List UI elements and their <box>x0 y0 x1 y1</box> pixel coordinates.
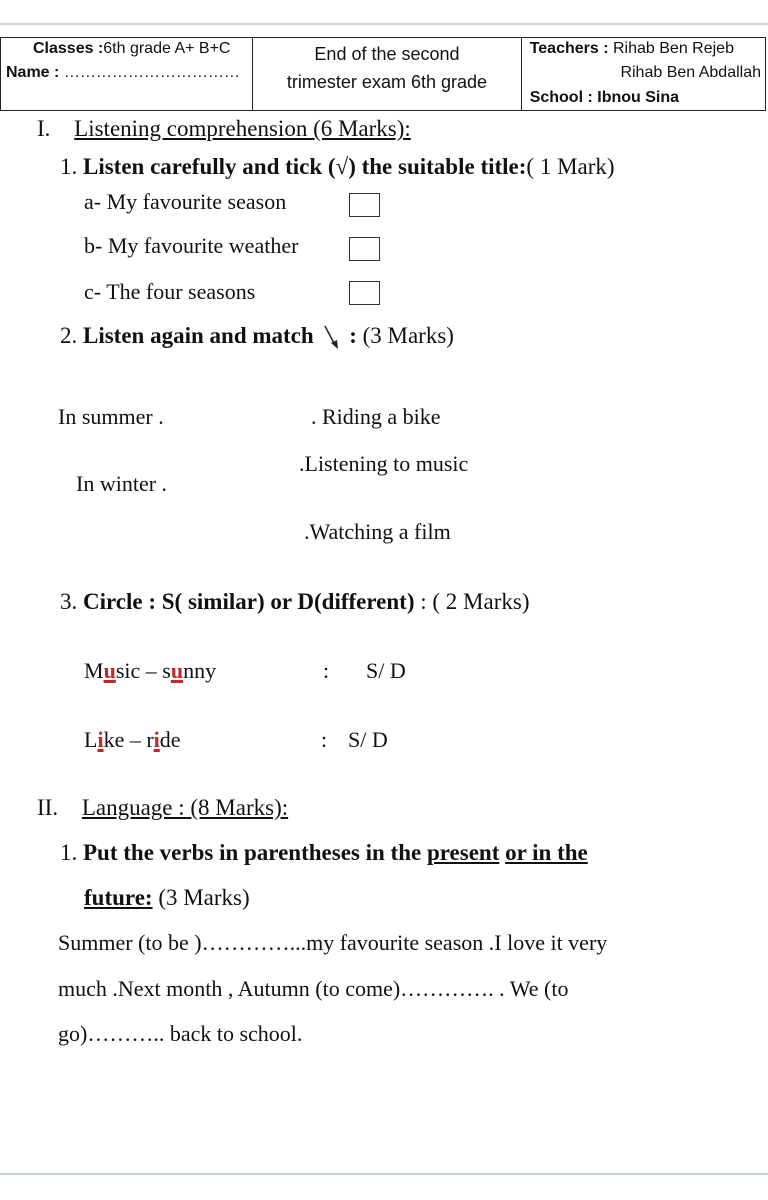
exercise-line-3: go)……….. back to school. <box>58 1021 303 1046</box>
match-left-winter: In winter . <box>76 471 168 496</box>
tick-box-c[interactable] <box>349 281 380 305</box>
match-right-film: .Watching a film <box>304 519 451 544</box>
word-pair-music-sunny <box>84 658 216 684</box>
tick-box-a[interactable] <box>349 193 380 217</box>
name-label: Name : <box>6 64 60 81</box>
question-instruction: Listen again and match <box>83 323 314 348</box>
question-instruction: Listen carefully and tick (√) the suitable title: <box>83 154 527 179</box>
question-marks: (3 Marks) <box>158 885 250 910</box>
question-marks: ( 1 Mark) <box>526 154 615 179</box>
section-1-heading <box>37 116 411 142</box>
name-field[interactable]: …………………………… <box>63 64 240 81</box>
option-b: b- My favourite weather <box>84 233 299 258</box>
question-1-1 <box>60 154 615 180</box>
question-1-2 <box>60 323 454 353</box>
match-left-summer: In summer . <box>58 404 164 429</box>
section-1-title: Listening comprehension (6 Marks): <box>74 116 411 141</box>
teacher-info-cell <box>521 38 765 111</box>
word-part: L <box>84 727 98 752</box>
row-colon: : <box>321 727 328 752</box>
future-word: future: <box>84 885 153 910</box>
question-number: 2. <box>60 323 78 348</box>
or-in-the: or in the <box>505 840 588 865</box>
tick-box-b[interactable] <box>349 237 380 261</box>
teacher-1: Rihab Ben Rejeb <box>613 40 734 57</box>
question-number: 3. <box>60 589 78 614</box>
top-page-edge <box>0 23 768 25</box>
section-2-title: Language : (8 Marks): <box>81 795 289 820</box>
exercise-line-1: Summer (to be )…………...my favourite season .I love it very <box>58 930 608 955</box>
question-colon: : <box>349 323 357 348</box>
word-pair-like-ride <box>84 727 181 753</box>
highlighted-vowel: i <box>97 727 104 752</box>
word-part: sic – s <box>115 658 171 683</box>
section-2-heading <box>37 795 288 821</box>
exam-header <box>0 37 766 111</box>
word-part: de <box>159 727 181 752</box>
school-name: School : Ibnou Sina <box>529 89 680 106</box>
present-word: present <box>426 840 500 865</box>
question-instruction: Put the verbs in parentheses in the <box>83 840 422 865</box>
question-2-1 <box>60 840 588 866</box>
highlighted-vowel: u <box>103 658 116 683</box>
section-1-numeral: I. <box>37 116 51 141</box>
word-part: nny <box>183 658 217 683</box>
question-number: 1. <box>60 840 78 865</box>
match-right-bike: . Riding a bike <box>311 404 441 429</box>
choice-s-d-1[interactable]: S/ D <box>366 658 406 683</box>
option-c: c- The four seasons <box>84 279 256 304</box>
exercise-line-2: much .Next month , Autumn (to come)…………. . We (to <box>58 976 569 1001</box>
word-part: ke – r <box>103 727 154 752</box>
highlighted-vowel: i <box>153 727 160 752</box>
word-part: M <box>84 658 104 683</box>
classes-label: Classes : <box>33 40 104 57</box>
choice-s-d-2[interactable]: S/ D <box>348 727 388 752</box>
question-instruction: Circle : S( similar) or D(different) <box>83 589 415 614</box>
question-1-3 <box>60 589 529 615</box>
question-number: 1. <box>60 154 78 179</box>
exam-title-line1: End of the second <box>314 44 460 64</box>
classes-value: 6th grade A+ B+C <box>103 40 231 57</box>
question-2-1-line2 <box>84 885 250 911</box>
question-marks: (3 Marks) <box>362 323 454 348</box>
teacher-2: Rihab Ben Abdallah <box>620 64 761 81</box>
class-info-cell <box>1 38 253 111</box>
match-arrow-icon <box>321 323 343 353</box>
teachers-label: Teachers : <box>529 40 609 57</box>
match-right-music: .Listening to music <box>299 451 469 476</box>
row-colon: : <box>323 658 330 683</box>
exam-title-line2: trimester exam 6th grade <box>286 72 488 92</box>
question-marks: : ( 2 Marks) <box>420 589 530 614</box>
option-a: a- My favourite season <box>84 189 287 214</box>
highlighted-vowel: u <box>170 658 184 683</box>
section-2-numeral: II. <box>37 795 59 820</box>
bottom-page-edge <box>0 1173 768 1175</box>
exam-title-cell <box>253 38 521 111</box>
